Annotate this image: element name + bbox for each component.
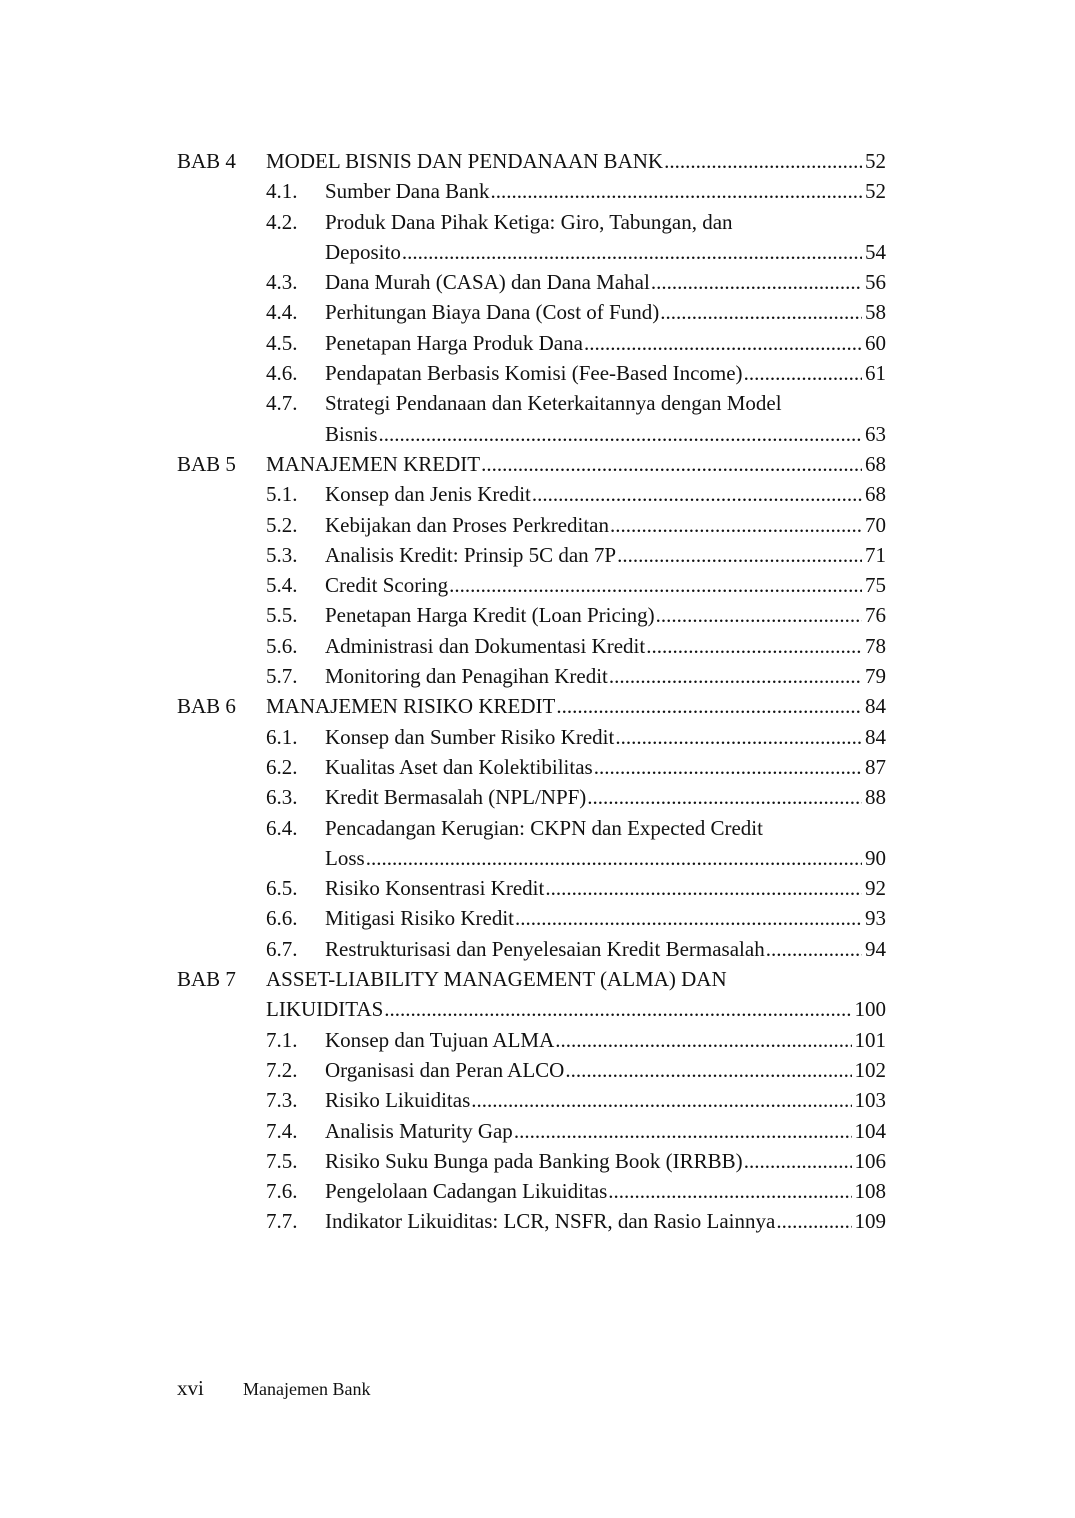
page-ref: 84 bbox=[865, 694, 886, 719]
section-number: 7.3. bbox=[266, 1088, 298, 1113]
page-ref: 61 bbox=[865, 361, 886, 386]
page-ref: 63 bbox=[865, 421, 886, 446]
section-title: Konsep dan Jenis Kredit bbox=[325, 482, 531, 507]
chapter-label: BAB 6 bbox=[177, 694, 236, 719]
dot-leader bbox=[515, 903, 862, 933]
section-title: Penetapan Harga Kredit (Loan Pricing) bbox=[325, 603, 655, 628]
chapter-row bbox=[177, 146, 886, 176]
section-number: 6.7. bbox=[266, 936, 298, 961]
chapter-label: BAB 7 bbox=[177, 967, 236, 992]
section-number: 4.6. bbox=[266, 361, 298, 386]
table-of-contents bbox=[177, 146, 886, 1237]
dot-leader bbox=[609, 661, 862, 691]
page-ref: 90 bbox=[865, 845, 886, 870]
page-ref: 76 bbox=[865, 603, 886, 628]
page-ref: 70 bbox=[865, 512, 886, 537]
section-entry bbox=[325, 752, 886, 782]
page-ref: 56 bbox=[865, 270, 886, 295]
section-title: Kualitas Aset dan Kolektibilitas bbox=[325, 754, 593, 779]
section-number: 7.2. bbox=[266, 1057, 298, 1082]
section-entry bbox=[325, 479, 886, 509]
chapter-row-continued bbox=[177, 994, 886, 1024]
section-row bbox=[177, 207, 886, 237]
dot-leader bbox=[664, 146, 862, 176]
section-title: Penetapan Harga Produk Dana bbox=[325, 330, 583, 355]
section-number: 5.2. bbox=[266, 512, 298, 537]
chapter-title: LIKUIDITAS bbox=[266, 997, 384, 1022]
section-title: Risiko Konsentrasi Kredit bbox=[325, 876, 545, 901]
section-title: Produk Dana Pihak Ketiga: Giro, Tabungan, dan bbox=[325, 209, 733, 234]
dot-leader bbox=[514, 1116, 852, 1146]
chapter-title: MANAJEMEN RISIKO KREDIT bbox=[266, 694, 556, 719]
section-row-continued bbox=[177, 237, 886, 267]
section-row bbox=[177, 631, 886, 661]
dot-leader bbox=[617, 540, 862, 570]
page-ref: 71 bbox=[865, 542, 886, 567]
dot-leader bbox=[449, 570, 862, 600]
section-entry bbox=[325, 1025, 886, 1055]
page-ref: 108 bbox=[854, 1179, 886, 1204]
section-entry bbox=[325, 328, 886, 358]
section-title: Risiko Suku Bunga pada Banking Book (IRRBB) bbox=[325, 1148, 743, 1173]
section-number: 6.1. bbox=[266, 724, 298, 749]
dot-leader bbox=[471, 1085, 851, 1115]
dot-leader bbox=[556, 691, 862, 721]
section-number: 6.5. bbox=[266, 876, 298, 901]
section-number: 7.4. bbox=[266, 1118, 298, 1143]
section-title: Mitigasi Risiko Kredit bbox=[325, 906, 514, 931]
section-entry bbox=[325, 631, 886, 661]
page-ref: 52 bbox=[865, 149, 886, 173]
section-title: Kebijakan dan Proses Perkreditan bbox=[325, 512, 610, 537]
page-ref: 93 bbox=[865, 906, 886, 931]
dot-leader bbox=[660, 297, 862, 327]
page-ref: 88 bbox=[865, 785, 886, 810]
section-title: Pengelolaan Cadangan Likuiditas bbox=[325, 1179, 608, 1204]
section-row bbox=[177, 600, 886, 630]
section-title: Monitoring dan Penagihan Kredit bbox=[325, 664, 608, 689]
section-entry bbox=[325, 207, 886, 237]
section-number: 7.6. bbox=[266, 1179, 298, 1204]
dot-leader bbox=[776, 1206, 851, 1236]
page-ref: 60 bbox=[865, 330, 886, 355]
section-row bbox=[177, 1206, 886, 1236]
page-number: xvi bbox=[177, 1376, 204, 1400]
section-title: Credit Scoring bbox=[325, 573, 449, 598]
section-row bbox=[177, 570, 886, 600]
section-row bbox=[177, 782, 886, 812]
page-ref: 106 bbox=[854, 1148, 886, 1173]
dot-leader bbox=[656, 600, 862, 630]
dot-leader bbox=[615, 722, 862, 752]
section-number: 5.3. bbox=[266, 542, 298, 567]
section-number: 6.6. bbox=[266, 906, 298, 931]
page-ref: 58 bbox=[865, 300, 886, 325]
section-entry bbox=[325, 570, 886, 600]
page-ref: 94 bbox=[865, 936, 886, 961]
dot-leader bbox=[744, 1146, 852, 1176]
page-ref: 68 bbox=[865, 482, 886, 507]
page-ref: 79 bbox=[865, 664, 886, 689]
chapter-entry bbox=[266, 994, 886, 1024]
section-title: Dana Murah (CASA) dan Dana Mahal bbox=[325, 270, 650, 295]
section-number: 6.2. bbox=[266, 754, 298, 779]
section-row bbox=[177, 752, 886, 782]
section-row bbox=[177, 540, 886, 570]
section-row bbox=[177, 934, 886, 964]
page-ref: 68 bbox=[865, 451, 886, 476]
section-entry bbox=[325, 873, 886, 903]
page-ref: 101 bbox=[854, 1027, 886, 1052]
section-row bbox=[177, 1116, 886, 1146]
page-footer bbox=[177, 1374, 370, 1403]
section-number: 5.1. bbox=[266, 482, 298, 507]
dot-leader bbox=[545, 873, 862, 903]
section-number: 4.5. bbox=[266, 330, 298, 355]
section-entry bbox=[325, 1116, 886, 1146]
section-number: 7.1. bbox=[266, 1027, 298, 1052]
section-row-continued bbox=[177, 419, 886, 449]
page-ref: 92 bbox=[865, 876, 886, 901]
section-title: Deposito bbox=[325, 239, 401, 264]
section-number: 4.3. bbox=[266, 270, 298, 295]
section-row bbox=[177, 479, 886, 509]
page-ref: 104 bbox=[854, 1118, 886, 1143]
section-title: Restrukturisasi dan Penyelesaian Kredit Bermasalah bbox=[325, 936, 765, 961]
section-row bbox=[177, 1055, 886, 1085]
chapter-title: ASSET-LIABILITY MANAGEMENT (ALMA) DAN bbox=[266, 967, 727, 992]
dot-leader bbox=[481, 449, 862, 479]
running-title: Manajemen Bank bbox=[243, 1379, 371, 1399]
page-ref: 84 bbox=[865, 724, 886, 749]
chapter-label: BAB 4 bbox=[177, 149, 236, 173]
section-entry bbox=[325, 1176, 886, 1206]
section-number: 6.3. bbox=[266, 785, 298, 810]
chapter-entry bbox=[266, 146, 886, 176]
section-title: Konsep dan Sumber Risiko Kredit bbox=[325, 724, 615, 749]
dot-leader bbox=[384, 994, 851, 1024]
dot-leader bbox=[379, 419, 862, 449]
dot-leader bbox=[610, 510, 862, 540]
section-row bbox=[177, 267, 886, 297]
section-entry bbox=[325, 176, 886, 206]
chapter-label: BAB 5 bbox=[177, 451, 236, 476]
section-entry bbox=[325, 1085, 886, 1115]
chapter-row bbox=[177, 449, 886, 479]
section-title: Bisnis bbox=[325, 421, 378, 446]
section-number: 4.2. bbox=[266, 209, 298, 234]
dot-leader bbox=[532, 479, 862, 509]
page-ref: 54 bbox=[865, 239, 886, 264]
section-row bbox=[177, 722, 886, 752]
section-number: 7.5. bbox=[266, 1148, 298, 1173]
section-title: Strategi Pendanaan dan Keterkaitannya dengan Model bbox=[325, 391, 782, 416]
section-entry bbox=[325, 1055, 886, 1085]
section-title: Pendapatan Berbasis Komisi (Fee-Based Income) bbox=[325, 361, 743, 386]
dot-leader bbox=[651, 267, 862, 297]
section-entry bbox=[325, 510, 886, 540]
dot-leader bbox=[646, 631, 862, 661]
section-entry bbox=[325, 267, 886, 297]
chapter-title: MANAJEMEN KREDIT bbox=[266, 451, 481, 476]
dot-leader bbox=[584, 328, 862, 358]
section-entry bbox=[325, 903, 886, 933]
section-row bbox=[177, 661, 886, 691]
section-entry bbox=[325, 843, 886, 873]
section-row bbox=[177, 1085, 886, 1115]
section-entry bbox=[325, 419, 886, 449]
section-number: 5.4. bbox=[266, 573, 298, 598]
section-entry bbox=[325, 297, 886, 327]
section-title: Analisis Kredit: Prinsip 5C dan 7P bbox=[325, 542, 617, 567]
section-title: Administrasi dan Dokumentasi Kredit bbox=[325, 633, 646, 658]
section-entry bbox=[325, 661, 886, 691]
section-title: Organisasi dan Peran ALCO bbox=[325, 1057, 565, 1082]
section-entry bbox=[325, 237, 886, 267]
section-entry bbox=[325, 1206, 886, 1236]
section-row bbox=[177, 903, 886, 933]
section-number: 4.4. bbox=[266, 300, 298, 325]
dot-leader bbox=[366, 843, 862, 873]
section-entry bbox=[325, 358, 886, 388]
section-row bbox=[177, 297, 886, 327]
section-entry bbox=[325, 813, 886, 843]
section-title: Kredit Bermasalah (NPL/NPF) bbox=[325, 785, 587, 810]
section-title: Risiko Likuiditas bbox=[325, 1088, 471, 1113]
section-row bbox=[177, 388, 886, 418]
section-row bbox=[177, 1176, 886, 1206]
section-entry bbox=[325, 782, 886, 812]
section-row bbox=[177, 328, 886, 358]
chapter-title: MODEL BISNIS DAN PENDANAAN BANK bbox=[266, 149, 664, 173]
page-ref: 103 bbox=[854, 1088, 886, 1113]
section-entry bbox=[325, 600, 886, 630]
dot-leader bbox=[744, 358, 862, 388]
dot-leader bbox=[594, 752, 862, 782]
section-title: Sumber Dana Bank bbox=[325, 179, 490, 204]
page-ref: 102 bbox=[854, 1057, 886, 1082]
section-row bbox=[177, 873, 886, 903]
chapter-entry bbox=[266, 964, 886, 994]
dot-leader bbox=[608, 1176, 851, 1206]
section-row bbox=[177, 358, 886, 388]
section-row-continued bbox=[177, 843, 886, 873]
chapter-row bbox=[177, 691, 886, 721]
section-number: 7.7. bbox=[266, 1209, 298, 1234]
dot-leader bbox=[402, 237, 862, 267]
section-number: 4.1. bbox=[266, 179, 298, 204]
page-ref: 87 bbox=[865, 754, 886, 779]
page-ref: 78 bbox=[865, 633, 886, 658]
section-entry bbox=[325, 388, 886, 418]
dot-leader bbox=[490, 176, 862, 206]
section-row bbox=[177, 1146, 886, 1176]
section-entry bbox=[325, 1146, 886, 1176]
dot-leader bbox=[766, 934, 862, 964]
section-number: 6.4. bbox=[266, 815, 298, 840]
section-title: Perhitungan Biaya Dana (Cost of Fund) bbox=[325, 300, 660, 325]
section-row bbox=[177, 510, 886, 540]
section-title: Pencadangan Kerugian: CKPN dan Expected Credit bbox=[325, 815, 763, 840]
dot-leader bbox=[587, 782, 862, 812]
section-title: Konsep dan Tujuan ALMA bbox=[325, 1027, 555, 1052]
page-ref: 100 bbox=[854, 997, 886, 1022]
section-entry bbox=[325, 934, 886, 964]
section-row bbox=[177, 176, 886, 206]
section-number: 5.7. bbox=[266, 664, 298, 689]
section-row bbox=[177, 1025, 886, 1055]
section-title: Analisis Maturity Gap bbox=[325, 1118, 513, 1143]
section-number: 5.6. bbox=[266, 633, 298, 658]
page-ref: 52 bbox=[865, 179, 886, 204]
page-ref: 75 bbox=[865, 573, 886, 598]
chapter-row bbox=[177, 964, 886, 994]
section-row bbox=[177, 813, 886, 843]
section-title: Loss bbox=[325, 845, 365, 870]
dot-leader bbox=[555, 1025, 851, 1055]
page-ref: 109 bbox=[854, 1209, 886, 1234]
section-entry bbox=[325, 722, 886, 752]
section-number: 4.7. bbox=[266, 391, 298, 416]
section-entry bbox=[325, 540, 886, 570]
dot-leader bbox=[565, 1055, 851, 1085]
chapter-entry bbox=[266, 691, 886, 721]
section-number: 5.5. bbox=[266, 603, 298, 628]
chapter-entry bbox=[266, 449, 886, 479]
section-title: Indikator Likuiditas: LCR, NSFR, dan Rasio Lainnya bbox=[325, 1209, 776, 1234]
